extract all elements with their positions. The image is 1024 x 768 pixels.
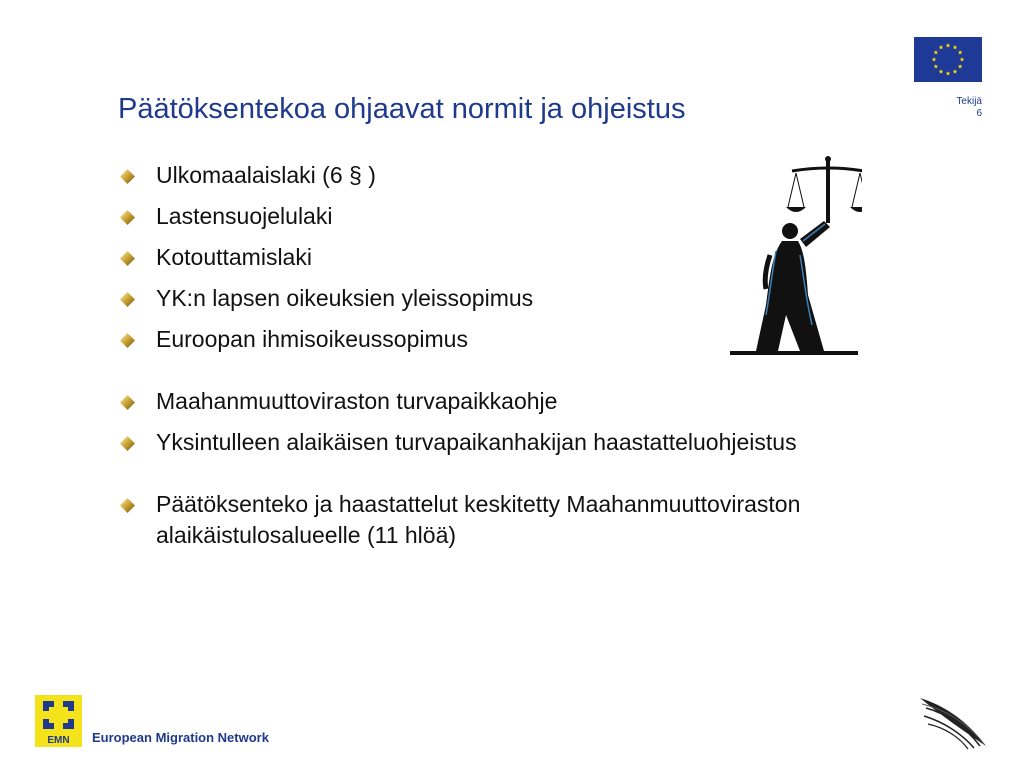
list-item (118, 427, 978, 458)
list-item-text: YK:n lapsen oikeuksien yleissopimus (156, 285, 534, 311)
list-item-text: Lastensuojelulaki (156, 203, 333, 229)
lady-justice-icon (726, 155, 862, 360)
diamond-bullet-icon (120, 436, 135, 451)
diamond-bullet-icon (120, 498, 135, 513)
page-number: 6 (976, 108, 982, 119)
slide-title: Päätöksentekoa ohjaavat normit ja ohjeistus (118, 93, 686, 125)
diamond-bullet-icon (120, 210, 135, 225)
list-item-text: Yksintulleen alaikäisen turvapaikanhakijan haastatteluohjeistus (156, 429, 797, 455)
diamond-bullet-icon (120, 333, 135, 348)
list-item (118, 489, 978, 551)
diamond-bullet-icon (120, 395, 135, 410)
list-item-text: Ulkomaalaislaki (6 § ) (156, 162, 376, 188)
emn-logo-text: EMN (47, 735, 70, 746)
author-label (930, 96, 982, 120)
emn-logo-icon (35, 695, 82, 747)
diamond-bullet-icon (120, 169, 135, 184)
list-item-text: Kotouttamislaki (156, 244, 312, 270)
network-name: European Migration Network (92, 730, 269, 745)
diamond-bullet-icon (120, 251, 135, 266)
author-text: Tekijä (956, 96, 982, 107)
swoosh-icon (918, 694, 988, 750)
list-item-text: Euroopan ihmisoikeussopimus (156, 326, 468, 352)
list-item-text: Päätöksenteko ja haastattelut keskitetty Maahanmuuttoviraston alaikäistulosalueelle (11 hlöä) (156, 491, 801, 548)
diamond-bullet-icon (120, 292, 135, 307)
list-item (118, 386, 978, 417)
list-item-text: Maahanmuuttoviraston turvapaikkaohje (156, 388, 558, 414)
eu-flag-icon (914, 37, 982, 82)
